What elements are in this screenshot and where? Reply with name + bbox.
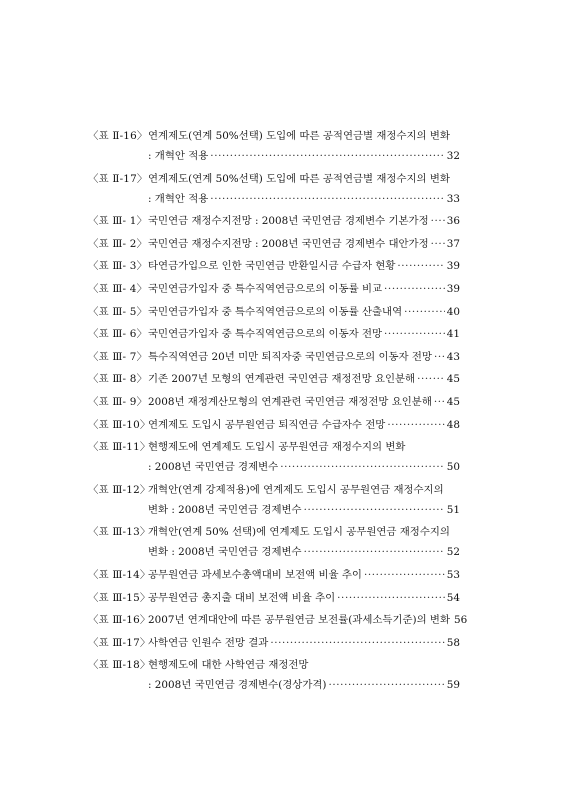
page-number: 36 <box>446 215 460 228</box>
page-number: 33 <box>446 192 460 205</box>
table-title: 2008년 재정계산모형의 연계관련 국민연금 재정전망 요인분해 <box>148 395 432 408</box>
dot-leader <box>387 415 444 435</box>
table-title: 기존 2007년 모형의 연계관련 국민연금 재정전망 요인분해 <box>148 373 416 386</box>
page-number: 51 <box>446 503 460 516</box>
page-number: 39 <box>446 260 460 273</box>
toc-entry <box>88 480 460 520</box>
table-title: 2007년 연계대안에 따른 공무원연금 보전률(과세소득기준)의 변화 <box>148 614 450 627</box>
dot-leader <box>328 675 444 695</box>
dot-leader <box>397 256 444 276</box>
table-number-label: 〈표 Ⅲ-15〉 <box>88 591 151 604</box>
table-title: 연계제도 도입시 공무원연금 퇴직연금 수급자수 전망 <box>148 418 386 431</box>
table-number-label: 〈표 Ⅱ-17〉 <box>88 172 148 185</box>
toc-entry <box>88 234 460 254</box>
page-number: 52 <box>446 546 460 559</box>
toc-entry <box>88 415 460 435</box>
table-title: 국민연금 재정수지전망 : 2008년 국민연금 경제변수 기본가정 <box>148 215 429 228</box>
table-title-continuation: : 2008년 국민연금 경제변수 <box>148 461 279 474</box>
page-number: 48 <box>446 418 460 431</box>
table-number-label: 〈표 Ⅲ-14〉 <box>88 568 151 581</box>
page-number: 59 <box>446 679 460 692</box>
table-number-label: 〈표 Ⅲ-12〉 <box>88 483 151 496</box>
toc-entry-line <box>88 324 460 344</box>
table-title-continuation: 변화 : 2008년 국민연금 경제변수 <box>148 503 302 516</box>
toc-entry-continuation <box>88 189 460 209</box>
dot-leader <box>210 189 444 209</box>
toc-entry <box>88 633 460 653</box>
toc-entry-line <box>88 234 460 254</box>
table-number-label: 〈표 Ⅲ- 2〉 <box>88 237 148 250</box>
dot-leader <box>210 146 444 166</box>
toc-entry-line <box>88 480 460 500</box>
dot-leader <box>431 211 445 231</box>
toc-entry-line <box>88 415 460 435</box>
toc-entry <box>88 211 460 231</box>
table-title-continuation: : 2008년 국민연금 경제변수(경상가격) <box>148 679 327 692</box>
toc-entry <box>88 588 460 608</box>
page-number: 43 <box>446 350 460 363</box>
table-title: 특수직역연금 20년 미만 퇴직자중 국민연금으로의 이동자 전망 <box>148 350 432 363</box>
table-number-label: 〈표 Ⅲ- 9〉 <box>88 395 148 408</box>
table-title: 현행제도에 연계제도 도입시 공무원연금 재정수지의 변화 <box>148 441 406 454</box>
table-title-continuation: : 개혁안 적용 <box>148 192 209 205</box>
toc-entry-line <box>88 633 460 653</box>
dot-leader <box>364 565 445 585</box>
page-number: 39 <box>446 282 460 295</box>
table-title: 연계제도(연계 50%선택) 도입에 따른 공적연금별 재정수지의 변화 <box>148 130 450 142</box>
toc-entry-line <box>88 369 460 389</box>
dot-leader <box>280 457 445 477</box>
toc-entry <box>88 610 468 630</box>
dot-leader <box>434 347 445 367</box>
table-title: 개혁안(연계 50% 선택)에 연계제도 도입시 공무원연금 재정수지의 <box>148 526 450 539</box>
toc-entry-line <box>88 610 468 630</box>
table-title: 국민연금 재정수지전망 : 2008년 국민연금 경제변수 대안가정 <box>148 237 429 250</box>
toc-entry-line <box>88 169 460 189</box>
toc-entry <box>88 324 460 344</box>
table-title: 국민연금가입자 중 특수직역연금으로의 이동자 전망 <box>148 328 383 341</box>
toc-entry-line <box>88 211 460 231</box>
toc-entry-continuation <box>88 457 460 477</box>
toc-entry-line <box>88 588 460 608</box>
page-number: 40 <box>446 305 460 318</box>
table-number-label: 〈표 Ⅲ-18〉 <box>88 659 151 672</box>
table-number-label: 〈표 Ⅱ-16〉 <box>88 130 148 142</box>
toc-entry <box>88 302 460 322</box>
toc-entry <box>88 369 460 389</box>
toc-entry-line <box>88 437 460 457</box>
toc-entry-line <box>88 655 460 675</box>
table-number-label: 〈표 Ⅲ-16〉 <box>88 614 151 627</box>
table-title: 현행제도에 대한 사학연금 재정전망 <box>148 659 309 672</box>
toc-entry-continuation <box>88 542 460 562</box>
toc-entry <box>88 437 460 477</box>
toc-entry <box>88 256 460 276</box>
toc-entry-line <box>88 565 460 585</box>
toc-entry <box>88 126 460 166</box>
toc-entry <box>88 347 460 367</box>
table-number-label: 〈표 Ⅲ- 3〉 <box>88 260 148 273</box>
table-title: 국민연금가입자 중 특수직역연금으로의 이동률 산출내역 <box>148 305 403 318</box>
toc-entry-continuation <box>88 146 460 166</box>
page-number: 50 <box>446 461 460 474</box>
toc-entry-line <box>88 347 460 367</box>
table-number-label: 〈표 Ⅲ- 5〉 <box>88 305 148 318</box>
page-number: 45 <box>446 373 460 386</box>
table-title: 타연금가입으로 인한 국민연금 반환일시금 수급자 현황 <box>148 260 396 273</box>
table-number-label: 〈표 Ⅲ- 8〉 <box>88 373 148 386</box>
table-number-label: 〈표 Ⅲ- 6〉 <box>88 328 148 341</box>
table-title: 개혁안(연계 강제적용)에 연계제도 도입시 공무원연금 재정수지의 <box>148 483 444 496</box>
table-title: 공무원연금 총지출 대비 보전액 비율 추이 <box>148 591 336 604</box>
toc-entry <box>88 522 460 562</box>
table-number-label: 〈표 Ⅲ- 4〉 <box>88 282 148 295</box>
table-number-label: 〈표 Ⅲ-10〉 <box>88 418 151 431</box>
page-number: 54 <box>446 591 460 604</box>
toc-entry <box>88 279 460 299</box>
toc-entry-continuation <box>88 500 460 520</box>
toc-entry-line <box>88 256 460 276</box>
toc-entry <box>88 655 460 695</box>
table-title: 공무원연금 과세보수총액대비 보전액 비율 추이 <box>148 568 362 581</box>
dot-leader <box>337 588 445 608</box>
dot-leader <box>417 369 445 389</box>
table-number-label: 〈표 Ⅲ-17〉 <box>88 636 151 649</box>
table-number-label: 〈표 Ⅲ- 7〉 <box>88 350 148 363</box>
toc-entry <box>88 169 460 209</box>
toc-entry-line <box>88 279 460 299</box>
table-title: 사학연금 인원수 전망 결과 <box>148 636 269 649</box>
toc-entry <box>88 392 460 412</box>
toc-entry-line <box>88 392 460 412</box>
dot-leader <box>384 324 445 344</box>
dot-leader <box>270 633 444 653</box>
toc-entry-line <box>88 302 460 322</box>
table-number-label: 〈표 Ⅲ-13〉 <box>88 526 151 539</box>
dot-leader <box>431 234 445 254</box>
toc-entry-line <box>88 522 460 542</box>
page-number: 41 <box>446 328 460 341</box>
page-number: 58 <box>446 636 460 649</box>
table-number-label: 〈표 Ⅲ- 1〉 <box>88 215 148 228</box>
page-number: 45 <box>446 395 460 408</box>
page-number: 56 <box>454 614 468 627</box>
page-number: 32 <box>446 150 460 162</box>
table-of-contents <box>88 126 468 698</box>
dot-leader <box>304 542 445 562</box>
toc-entry-continuation <box>88 675 460 695</box>
table-title-continuation: 변화 : 2008년 국민연금 경제변수 <box>148 546 302 559</box>
dot-leader <box>384 279 445 299</box>
table-title: 국민연금가입자 중 특수직역연금으로의 이동률 비교 <box>148 282 383 295</box>
table-number-label: 〈표 Ⅲ-11〉 <box>88 441 151 454</box>
dot-leader <box>404 302 445 322</box>
dot-leader <box>304 500 445 520</box>
table-title-continuation: : 개혁안 적용 <box>148 150 209 162</box>
dot-leader <box>434 392 445 412</box>
toc-entry <box>88 565 460 585</box>
toc-entry-line <box>88 126 460 146</box>
page-number: 53 <box>446 568 460 581</box>
page-number: 37 <box>446 237 460 250</box>
table-title: 연계제도(연계 50%선택) 도입에 따른 공적연금별 재정수지의 변화 <box>148 172 450 185</box>
